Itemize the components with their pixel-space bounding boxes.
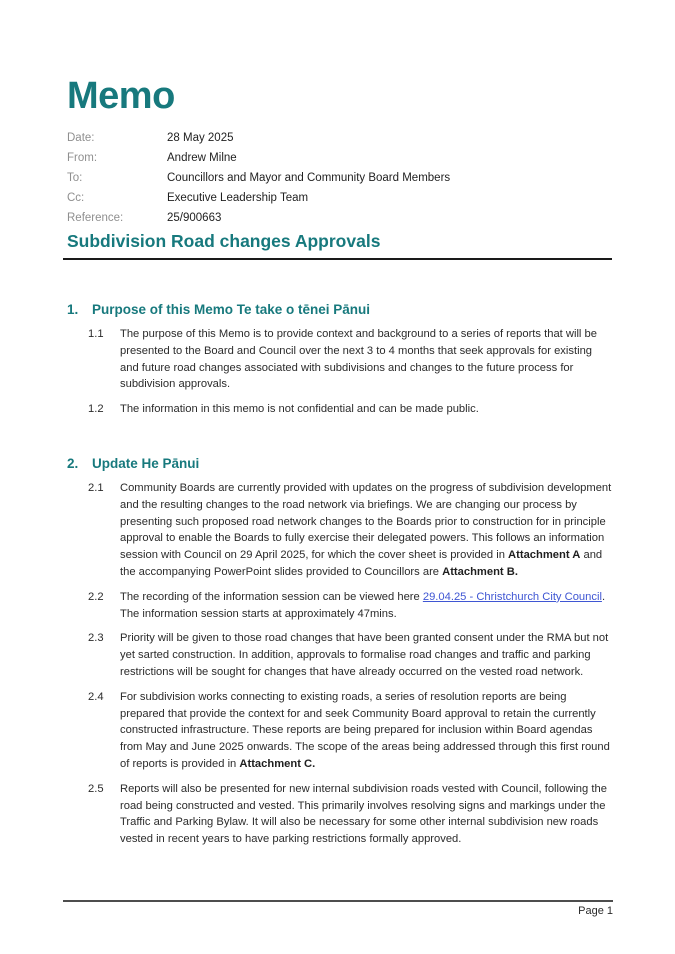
page-number: Page 1 [578,905,613,917]
item-number: 2.4 [88,690,104,703]
text-run: For subdivision works connecting to existing roads, a series of resolution reports are being prepared that provide the context for and seek Community Board approval to retain the currently constructed infrastructure. These reports are being prepared for inclusion within Board agendas from May and June 2025 onwards. The scope of the areas being addressed through this first round of reports is provided in [120,690,610,770]
item-text [120,480,612,581]
section-number: 1. [67,302,79,317]
text-run: and the accompanying PowerPoint slides provided to Councillors are [120,549,603,578]
metadata-row-from [67,148,612,168]
metadata-value: Councillors and Mayor and Community Board Members [167,172,451,184]
metadata-row-to [67,168,612,188]
metadata-value: Executive Leadership Team [167,192,309,204]
text-run: The recording of the information session can be viewed here [120,590,423,603]
metadata-label: Reference: [67,212,124,224]
item-text [120,689,612,773]
subject-heading: Subdivision Road changes Approvals [63,230,612,260]
page-title: Memo [67,75,175,117]
memo-item-2.1 [88,480,612,581]
footer-divider [63,900,613,902]
memo-item-1.2 [88,401,612,418]
item-number: 2.5 [88,782,104,795]
memo-item-2.4 [88,689,612,773]
attachment-reference: Attachment B. [442,565,518,578]
item-number: 1.2 [88,403,104,416]
metadata-label: Cc: [67,192,85,204]
recording-link[interactable]: 29.04.25 - Christchurch City Council [422,590,602,603]
section-title: Update He Pānui [92,455,200,471]
text-run: The information in this memo is not confidential and can be made public. [120,403,479,416]
memo-item-2.2 [88,589,612,623]
item-number: 2.2 [88,590,104,603]
text-run: . The information session starts at approximately 47mins. [120,590,606,620]
sections-container [67,300,612,848]
section-2 [67,454,612,848]
item-text [120,781,612,848]
item-text [120,326,612,393]
memo-item-2.3 [88,630,612,680]
item-text [120,401,612,418]
item-text [120,589,612,623]
section-1 [67,300,612,418]
page-footer [63,900,613,918]
metadata-row-date [67,128,612,148]
section-number: 2. [67,455,79,471]
memo-item-1.1 [88,326,612,393]
text-run: Priority will be given to those road changes that have been granted consent under the RMA but not yet sarted construction. In addition, approvals to formalise road changes and traffic and parking restrictions will be sought for changes that have already occurred on the vested road network. [120,632,609,678]
metadata-value: Andrew Milne [167,152,237,164]
item-number: 1.1 [88,328,104,340]
section-heading [67,300,612,319]
metadata-label: To: [67,172,83,184]
item-text [120,630,612,680]
section-heading [67,454,612,473]
metadata-block [67,128,612,228]
metadata-value: 28 May 2025 [167,132,234,144]
item-number: 2.1 [88,481,104,494]
metadata-label: Date: [67,132,95,144]
memo-item-2.5 [88,781,612,848]
metadata-label: From: [67,152,98,164]
attachment-reference: Attachment C. [239,757,316,770]
section-title: Purpose of this Memo Te take o tēnei Pānui [92,302,371,317]
metadata-row-cc [67,188,612,208]
metadata-value: 25/900663 [167,212,222,224]
metadata-row-reference [67,208,612,228]
text-run: Reports will also be presented for new internal subdivision roads vested with Council, following the road being constructed and vested. This primarily involves resolving signs and markings under the Traffic and Parking Bylaw. It will also be necessary for some other internal subdivision new roads vested in recent years to have parking restrictions formally approved. [120,782,607,846]
attachment-reference: Attachment A [508,549,581,562]
text-run: Community Boards are currently provided with updates on the progress of subdivision development and the resulting changes to the road network via briefings. We are changing our process by presenting such proposed road network changes to the Boards prior to construction for in principle approval to enable the Boards to fully exercise their delegated powers. This follows an information session with Council on 29 April 2025, for which the cover sheet is provided in [120,481,612,562]
text-run: The purpose of this Memo is to provide context and background to a series of reports that will be presented to the Board and Council over the next 3 to 4 months that seek approvals for existing and future road changes associated with subdivisions and changes to the future process for subdivision approvals. [120,328,597,391]
item-number: 2.3 [88,632,104,645]
